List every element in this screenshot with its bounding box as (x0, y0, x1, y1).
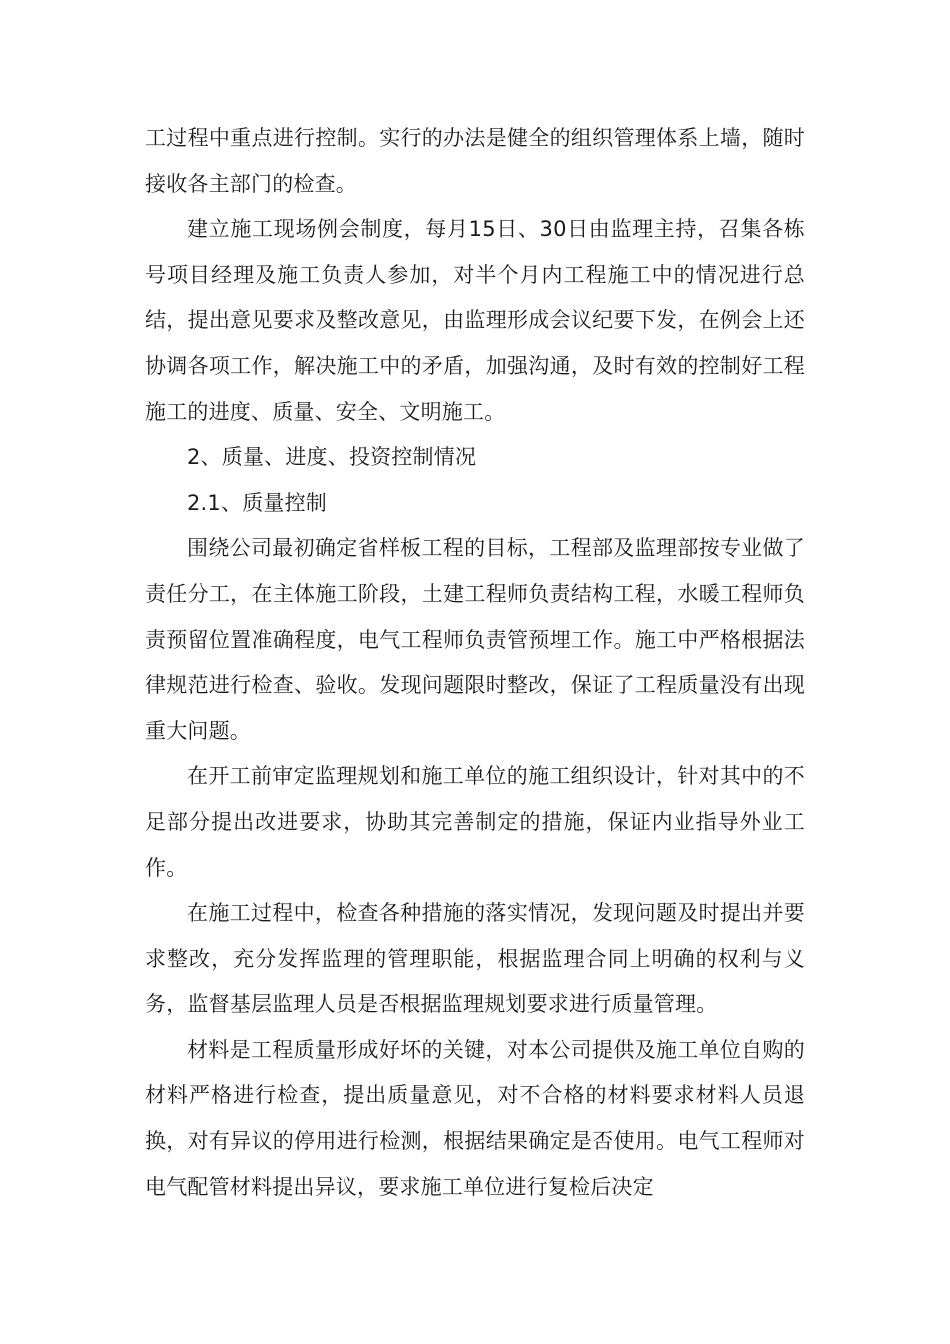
section-heading-2-1: 2.1、质量控制 (187, 490, 327, 515)
paragraph-materials: 材料是工程质量形成好坏的关键，对本公司提供及施工单位自购的材料严格进行检查，提出质量意见，对不合格的材料要求材料人员退换，对有异议的停用进行检测，根据结果确定是否使用。电气工程师对电气配管材料提出异议，要求施工单位进行复检后决定 (145, 1037, 805, 1199)
paragraph-meeting-system: 建立施工现场例会制度，每月15日、30日由监理主持，召集各栋号项目经理及施工负责人参加，对半个月内工程施工中的情况进行总结，提出意见要求及整改意见，由监理形成会议纪要下发，在例会上还协调各项工作，解决施工中的矛盾，加强沟通，及时有效的控制好工程施工的进度、质量、安全、文明施工。 (145, 217, 805, 424)
paragraph-continuation: 工过程中重点进行控制。实行的办法是健全的组织管理体系上墙，随时接收各主部门的检查。 (145, 126, 805, 196)
document-body (145, 116, 805, 1210)
paragraph-quality-goal: 围绕公司最初确定省样板工程的目标，工程部及监理部按专业做了责任分工，在主体施工阶段，土建工程师负责结构工程，水暖工程师负责预留位置准确程度，电气工程师负责管预埋工作。施工中严格根据法律规范进行检查、验收。发现问题限时整改，保证了工程质量没有出现重大问题。 (145, 536, 805, 743)
paragraph-pre-construction-review: 在开工前审定监理规划和施工单位的施工组织设计，针对其中的不足部分提出改进要求，协助其完善制定的措施，保证内业指导外业工作。 (145, 764, 805, 880)
section-heading-2: 2、质量、进度、投资控制情况 (187, 445, 477, 470)
paragraph-construction-inspection: 在施工过程中，检查各种措施的落实情况，发现问题及时提出并要求整改，充分发挥监理的管理职能，根据监理合同上明确的权利与义务，监督基层监理人员是否根据监理规划要求进行质量管理。 (145, 901, 805, 1017)
